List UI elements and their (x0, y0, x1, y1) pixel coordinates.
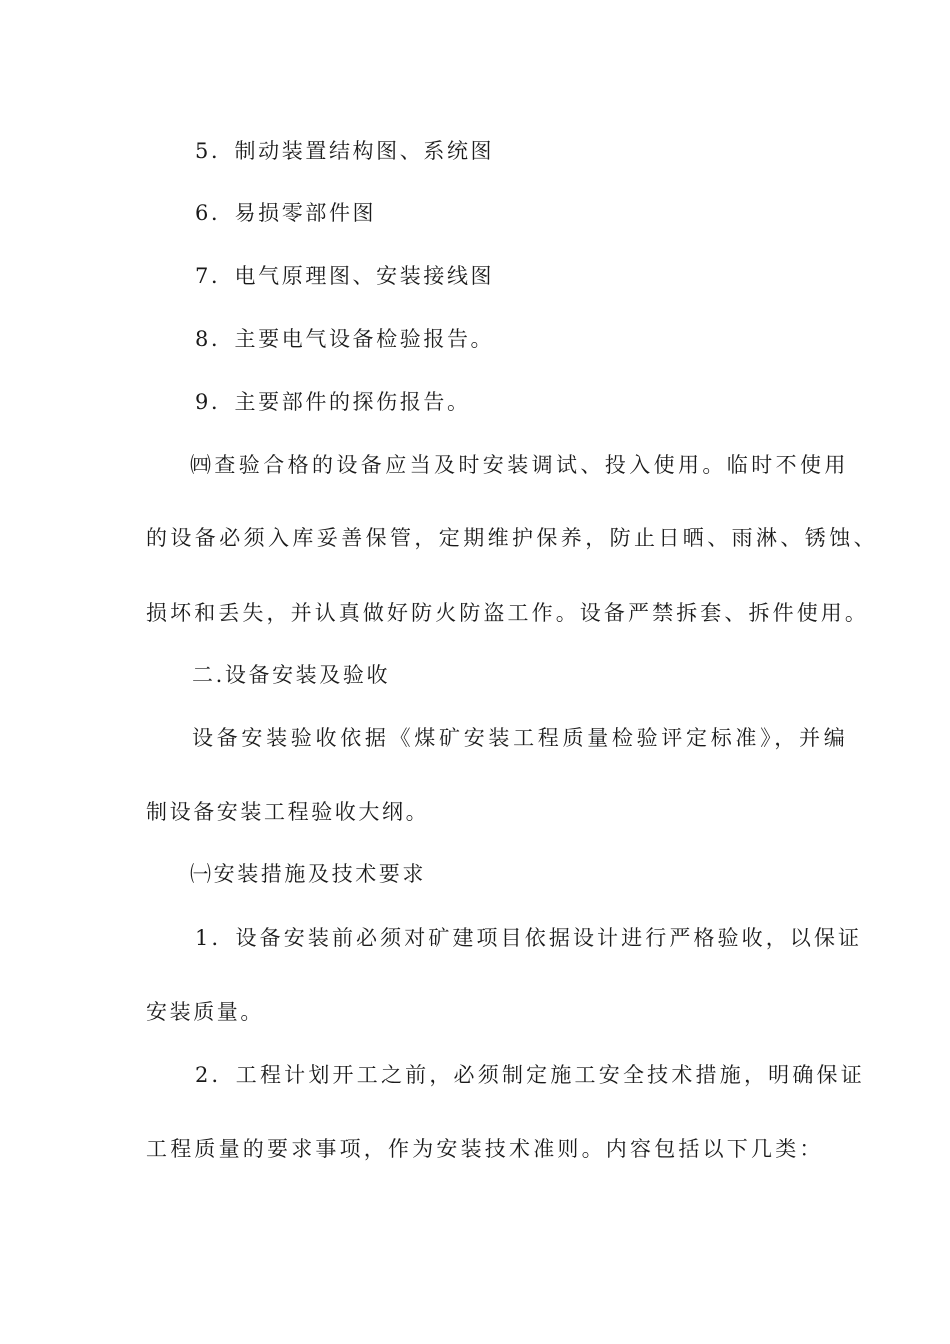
installation-intro-line-1: 设备安装验收依据《煤矿安装工程质量检验评定标准》，并编 (192, 726, 849, 750)
measure-1-line-1: 1．设备安装前必须对矿建项目依据设计进行严格验收，以保证 (195, 926, 863, 950)
list-item-8-inspection-report: 8．主要电气设备检验报告。 (195, 327, 495, 351)
paragraph-4-line-2: 的设备必须入库妥善保管，定期维护保养，防止日晒、雨淋、锈蚀、 (146, 526, 878, 550)
list-item-9-flaw-detection: 9．主要部件的探伤报告。 (195, 390, 471, 414)
measure-1-line-2: 安装质量。 (146, 1000, 264, 1024)
measure-2-line-2: 工程质量的要求事项，作为安装技术准则。内容包括以下几类： (146, 1137, 824, 1161)
paragraph-4-line-1: ㈣查验合格的设备应当及时安装调试、投入使用。临时不使用 (190, 453, 849, 477)
list-item-5-drawings: 5．制动装置结构图、系统图 (195, 139, 495, 163)
paragraph-4-line-3: 损坏和丢失，并认真做好防火防盗工作。设备严禁拆套、拆件使用。 (146, 601, 869, 625)
list-item-7-electrical-diagrams: 7．电气原理图、安装接线图 (195, 264, 495, 288)
section-heading-installation: 二.设备安装及验收 (192, 663, 391, 687)
subsection-heading-measures: ㈠安装措施及技术要求 (190, 862, 426, 886)
list-item-6-wear-parts: 6．易损零部件图 (195, 201, 377, 225)
installation-intro-line-2: 制设备安装工程验收大纲。 (146, 800, 430, 824)
measure-2-line-1: 2．工程计划开工之前，必须制定施工安全技术措施，明确保证 (195, 1063, 865, 1087)
